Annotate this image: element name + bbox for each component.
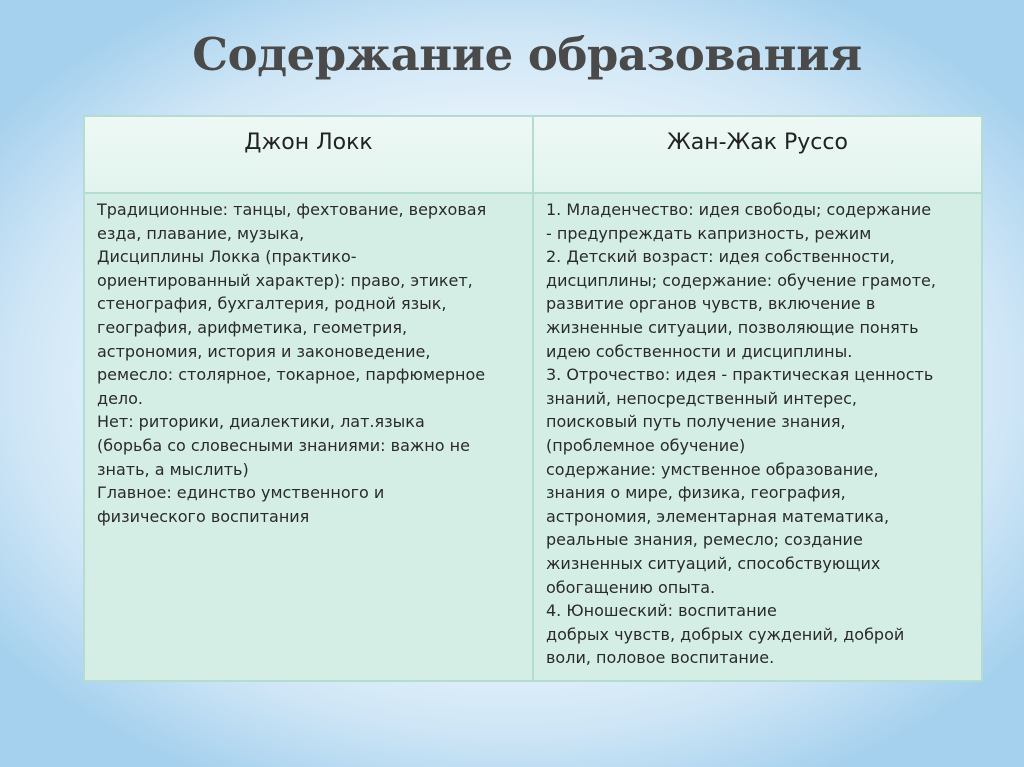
slide-title: Содержание образования	[192, 28, 862, 81]
rousseau-line: поисковый путь получение знания,	[546, 412, 846, 432]
locke-line: езда, плавание, музыка,	[97, 223, 305, 243]
locke-line: физического воспитания	[97, 506, 310, 526]
rousseau-line: обогащению опыта.	[546, 577, 716, 597]
rousseau-line: идею собственности и дисциплины.	[546, 341, 853, 361]
locke-line: Главное: единство умственного и	[97, 483, 385, 503]
rousseau-line: содержание: умственное образование,	[546, 459, 879, 479]
locke-line: знать, а мыслить)	[97, 459, 249, 479]
rousseau-line: 4. Юношеский: воспитание	[546, 601, 777, 621]
locke-line: география, арифметика, геометрия,	[97, 318, 408, 337]
rousseau-line: жизненных ситуаций, способствующих	[546, 554, 881, 573]
rousseau-line: развитие органов чувств, включение в	[546, 294, 876, 314]
locke-line: Нет: риторики, диалектики, лат.языка	[97, 412, 425, 432]
header-locke: Джон Локк	[244, 130, 373, 155]
header-rousseau: Жан-Жак Руссо	[667, 130, 848, 155]
rousseau-line: астрономия, элементарная математика,	[546, 506, 890, 526]
locke-line: ремесло: столярное, токарное, парфюмерное	[97, 365, 486, 385]
locke-line: Традиционные: танцы, фехтование, верховая	[97, 200, 487, 219]
locke-line: стенография, бухгалтерия, родной язык,	[97, 294, 447, 314]
rousseau-line: добрых чувств, добрых суждений, доброй	[546, 624, 905, 644]
rousseau-line: жизненные ситуации, позволяющие понять	[546, 318, 919, 337]
locke-line: ориентированный характер): право, этикет,	[97, 270, 473, 290]
locke-line: (борьба со словесными знаниями: важно не	[97, 436, 470, 455]
locke-line: астрономия, история и законоведение,	[97, 341, 431, 361]
rousseau-line: знаний, непосредственный интерес,	[546, 388, 857, 408]
rousseau-line: - предупреждать капризность, режим	[546, 223, 872, 243]
rousseau-line: реальные знания, ремесло; создание	[546, 530, 863, 550]
comparison-table	[83, 115, 983, 682]
rousseau-line: знания о мире, физика, география,	[546, 483, 846, 503]
locke-line: дело.	[97, 388, 144, 408]
rousseau-line: 3. Отрочество: идея - практическая ценность	[546, 365, 934, 385]
rousseau-line: (проблемное обучение)	[546, 436, 746, 455]
rousseau-line: воли, половое воспитание.	[546, 648, 775, 668]
rousseau-line: 2. Детский возраст: идея собственности,	[546, 247, 895, 267]
rousseau-line: 1. Младенчество: идея свободы; содержание	[546, 200, 932, 219]
locke-line: Дисциплины Локка (практико-	[97, 247, 357, 267]
cell-locke-content	[85, 194, 532, 680]
rousseau-line: дисциплины; содержание: обучение грамоте,	[546, 270, 936, 290]
cell-rousseau-content	[534, 194, 981, 680]
